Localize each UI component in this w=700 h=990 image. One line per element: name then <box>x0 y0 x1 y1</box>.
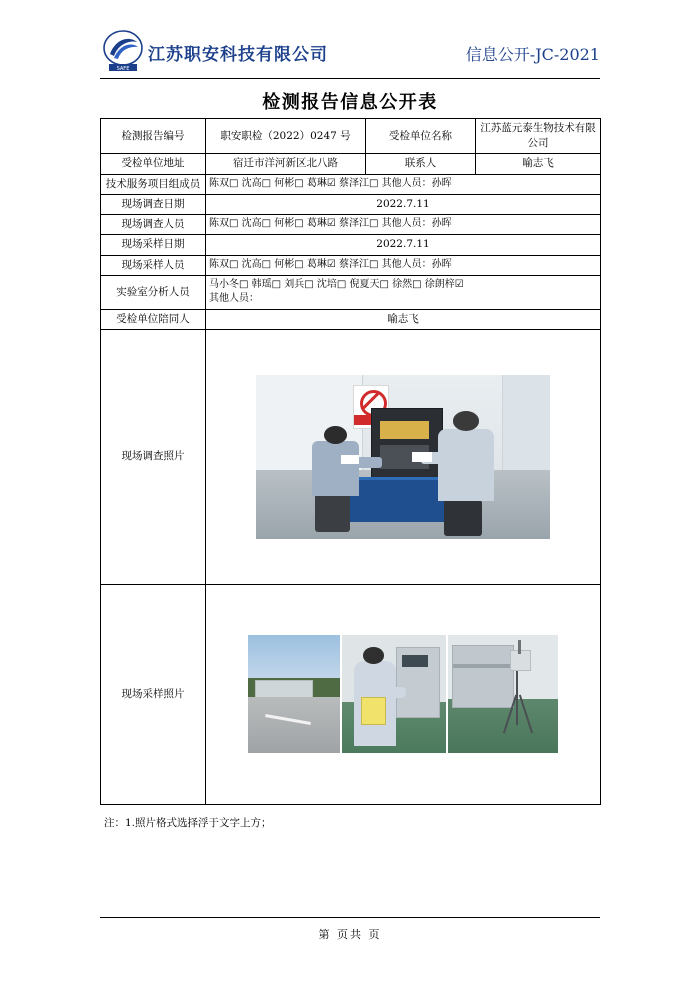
contact-value: 喻志飞 <box>476 154 601 174</box>
report-no-label: 检测报告编号 <box>101 119 206 154</box>
company-logo-icon <box>100 28 146 74</box>
accompany-label: 受检单位陪同人 <box>101 309 206 329</box>
survey-photo-image <box>256 375 550 539</box>
sampling-photo-label: 现场采样照片 <box>101 584 206 804</box>
address-label: 受检单位地址 <box>101 154 206 174</box>
sampling-staff-label: 现场采样人员 <box>101 255 206 275</box>
table-row-sampling-photo <box>101 584 601 804</box>
tech-team-value: 陈双□ 沈高□ 何彬□ 葛琳☑ 蔡泽江□ 其他人员：孙晖 <box>206 174 601 194</box>
svg-text:SAFE: SAFE <box>116 66 130 72</box>
survey-photo-label: 现场调查照片 <box>101 329 206 584</box>
table-row <box>101 174 601 194</box>
survey-date-label: 现场调查日期 <box>101 194 206 214</box>
document-note: 注：1.照片格式选择浮于文字上方； <box>104 817 272 829</box>
sampling-photo-outdoor <box>248 635 340 753</box>
accompany-value: 喻志飞 <box>206 309 601 329</box>
survey-staff-value: 陈双□ 沈高□ 何彬□ 葛琳☑ 蔡泽江□ 其他人员：孙晖 <box>206 215 601 235</box>
survey-date-value: 2022.7.11 <box>206 194 601 214</box>
document-code: 信息公开-JC-2021 <box>465 45 600 64</box>
report-no-value: 职安职检（2022）0247 号 <box>206 119 366 154</box>
sampling-date-value: 2022.7.11 <box>206 235 601 255</box>
survey-photo-cell <box>206 329 601 584</box>
sampling-photo-strip <box>248 635 558 753</box>
lab-staff-value <box>206 275 601 309</box>
header-divider <box>100 78 600 79</box>
survey-staff-label: 现场调查人员 <box>101 215 206 235</box>
page-number-footer: 第 页共 页 <box>318 928 382 941</box>
table-row <box>101 215 601 235</box>
table-row <box>101 275 601 309</box>
client-value: 江苏蓝元泰生物技术有限公司 <box>476 119 601 154</box>
address-value: 宿迁市洋河新区北八路 <box>206 154 366 174</box>
sampling-staff-value: 陈双□ 沈高□ 何彬□ 葛琳☑ 蔡泽江□ 其他人员：孙晖 <box>206 255 601 275</box>
client-label: 受检单位名称 <box>366 119 476 154</box>
page-title: 检测报告信息公开表 <box>262 92 438 113</box>
lab-staff-line-1: 马小冬□ 韩瑶□ 刘兵□ 沈培□ 倪夏天□ 徐然□ 徐朗梓☑ <box>209 278 464 290</box>
sampling-photo-equipment <box>448 635 558 753</box>
sampling-photo-worker <box>342 635 446 753</box>
table-row <box>101 194 601 214</box>
table-row <box>101 154 601 174</box>
document-header <box>100 28 600 78</box>
tech-team-label: 技术服务项目组成员 <box>101 174 206 194</box>
sampling-date-label: 现场采样日期 <box>101 235 206 255</box>
table-row <box>101 309 601 329</box>
lab-staff-label: 实验室分析人员 <box>101 275 206 309</box>
table-row <box>101 235 601 255</box>
table-row <box>101 255 601 275</box>
sampling-photo-cell <box>206 584 601 804</box>
lab-staff-line-2: 其他人员： <box>209 293 259 305</box>
company-name: 江苏职安科技有限公司 <box>148 45 328 65</box>
contact-label: 联系人 <box>366 154 476 174</box>
table-row <box>101 119 601 154</box>
footer-divider <box>100 917 600 918</box>
table-row-survey-photo <box>101 329 601 584</box>
report-info-table <box>100 118 601 805</box>
